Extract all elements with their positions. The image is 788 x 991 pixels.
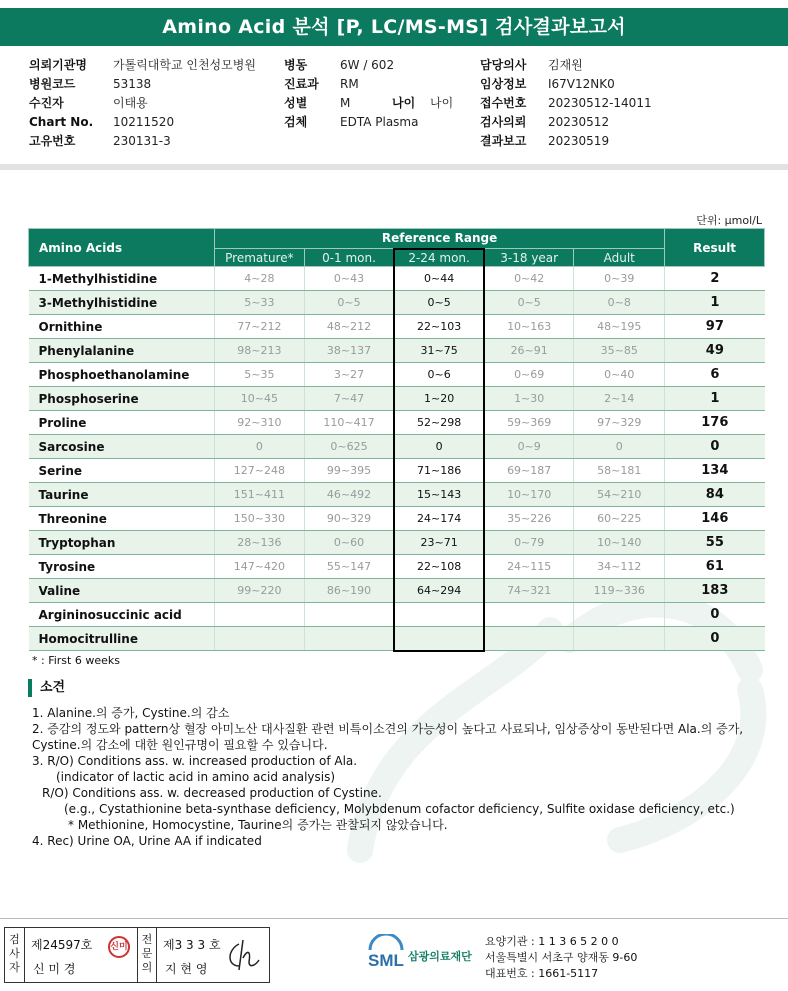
table-row <box>29 411 765 435</box>
finding-line: 3. R/O) Conditions ass. w. increased production of Ala. <box>32 754 358 768</box>
company-phone: 대표번호 : 1661-5117 <box>485 967 599 980</box>
result-value: 2 <box>665 267 765 291</box>
approver-name: 지 현 영 <box>165 962 208 976</box>
info-column-1 <box>29 56 279 151</box>
reference-range-cell: 0~5 <box>304 291 394 315</box>
table-row <box>29 579 765 603</box>
subheader-premature: Premature* <box>214 249 304 267</box>
amino-acid-name: Threonine <box>29 507 215 531</box>
reference-range-cell: 0~5 <box>484 291 574 315</box>
reference-range-cell: 24~115 <box>484 555 574 579</box>
checker-label: 검사자 <box>5 928 25 982</box>
reference-range-cell: 23~71 <box>394 531 484 555</box>
info-label: 의뢰기관명 <box>29 58 87 72</box>
info-row <box>29 75 279 94</box>
result-value: 6 <box>665 363 765 387</box>
reference-range-cell: 69~187 <box>484 459 574 483</box>
reference-range-cell: 5~35 <box>214 363 304 387</box>
reference-range-cell <box>304 603 394 627</box>
info-label: 고유번호 <box>29 134 76 148</box>
reference-range-cell: 90~329 <box>304 507 394 531</box>
info-row <box>480 75 780 94</box>
checker-license: 제24597호 <box>31 938 93 952</box>
reference-range-cell: 46~492 <box>304 483 394 507</box>
table-row <box>29 603 765 627</box>
reference-range-cell <box>574 603 665 627</box>
table-row <box>29 267 765 291</box>
signature-icon <box>225 936 265 974</box>
finding-line: Cystine.의 감소에 대한 원인규명이 필요할 수 있습니다. <box>32 738 328 752</box>
findings-title: 소견 <box>28 679 65 697</box>
reference-range-cell: 31~75 <box>394 339 484 363</box>
company-info <box>485 934 637 982</box>
amino-acid-name: Tryptophan <box>29 531 215 555</box>
table-row <box>29 435 765 459</box>
info-label: Chart No. <box>29 115 94 129</box>
info-label: 임상정보 <box>480 77 527 91</box>
subheader-2-24-mon: 2-24 mon. <box>394 249 484 267</box>
amino-acid-name: Argininosuccinic acid <box>29 603 215 627</box>
result-value: 0 <box>665 435 765 459</box>
reference-range-cell: 58~181 <box>574 459 665 483</box>
unit-label: 단위: μmol/L <box>696 214 762 227</box>
findings <box>32 705 772 849</box>
reference-range-cell: 92~310 <box>214 411 304 435</box>
reference-range-cell: 7~47 <box>304 387 394 411</box>
result-value: 61 <box>665 555 765 579</box>
reference-range-cell: 0~69 <box>484 363 574 387</box>
subheader-3-18-year: 3-18 year <box>484 249 574 267</box>
info-value: EDTA Plasma <box>340 115 419 129</box>
reference-range-cell: 0~9 <box>484 435 574 459</box>
header-reference-range: Reference Range <box>214 229 664 249</box>
table-row <box>29 531 765 555</box>
info-value: 김재원 <box>548 58 583 72</box>
header-separator <box>0 164 788 170</box>
amino-acid-name: Sarcosine <box>29 435 215 459</box>
reference-range-cell: 35~226 <box>484 507 574 531</box>
amino-acid-name: Tyrosine <box>29 555 215 579</box>
info-column-2 <box>284 56 474 132</box>
info-value: RM <box>340 77 359 91</box>
reference-range-cell: 0~42 <box>484 267 574 291</box>
table-row <box>29 387 765 411</box>
info-value: 20230512-14011 <box>548 96 652 110</box>
reference-range-cell: 0~43 <box>304 267 394 291</box>
result-value: 1 <box>665 291 765 315</box>
finding-line: R/O) Conditions ass. w. decreased production of Cystine. <box>42 786 382 800</box>
logo-text: SML <box>368 951 404 970</box>
info-row <box>480 94 780 113</box>
info-label: 결과보고 <box>480 134 527 148</box>
reference-range-cell: 60~225 <box>574 507 665 531</box>
reference-range-cell: 59~369 <box>484 411 574 435</box>
table-row <box>29 315 765 339</box>
finding-line: 1. Alanine.의 증가, Cystine.의 감소 <box>32 706 230 720</box>
reference-range-cell: 15~143 <box>394 483 484 507</box>
result-value: 176 <box>665 411 765 435</box>
header-result: Result <box>665 229 765 267</box>
age-label: 나이 <box>392 96 416 110</box>
info-value: 이태용 <box>113 96 148 110</box>
result-value: 55 <box>665 531 765 555</box>
finding-line: * Methionine, Homocystine, Taurine의 증가는 관찰되지 않았습니다. <box>68 818 448 832</box>
reference-range-cell: 150~330 <box>214 507 304 531</box>
info-label: 검사의뢰 <box>480 115 527 129</box>
finding-line: 4. Rec) Urine OA, Urine AA if indicated <box>32 834 262 848</box>
info-value: M <box>340 96 351 110</box>
reference-range-cell: 24~174 <box>394 507 484 531</box>
result-value: 0 <box>665 627 765 651</box>
finding-line: 2. 증감의 정도와 pattern상 혈장 아미노산 대사질환 관련 비특이소견의 가능성이 높다고 사료되나, 임상증상이 동반된다면 Ala.의 증가, <box>32 722 744 736</box>
header-amino-acids: Amino Acids <box>29 229 215 267</box>
reference-range-cell: 48~195 <box>574 315 665 339</box>
reference-range-cell: 26~91 <box>484 339 574 363</box>
info-label: 병동 <box>284 58 308 72</box>
table-header-row <box>29 229 765 249</box>
reference-range-cell: 0~79 <box>484 531 574 555</box>
footnote: * : First 6 weeks <box>32 654 120 667</box>
reference-range-cell: 97~329 <box>574 411 665 435</box>
reference-range-cell: 22~103 <box>394 315 484 339</box>
table-row <box>29 555 765 579</box>
reference-range-cell: 38~137 <box>304 339 394 363</box>
info-value: 20230512 <box>548 115 610 129</box>
reference-range-cell: 0 <box>214 435 304 459</box>
amino-acid-name: Phosphoserine <box>29 387 215 411</box>
result-value: 0 <box>665 603 765 627</box>
reference-range-cell: 1~20 <box>394 387 484 411</box>
table-row <box>29 363 765 387</box>
reference-range-cell: 0~6 <box>394 363 484 387</box>
result-value: 183 <box>665 579 765 603</box>
info-label: 진료과 <box>284 77 319 91</box>
footer-separator <box>0 918 788 919</box>
stamp-icon: 신미 <box>108 936 130 958</box>
result-value: 97 <box>665 315 765 339</box>
reference-range-cell: 5~33 <box>214 291 304 315</box>
info-label: 성별 <box>284 96 308 110</box>
company-address: 서울특별시 서초구 양재동 9-60 <box>485 951 638 964</box>
reference-range-cell: 10~163 <box>484 315 574 339</box>
reference-range-cell: 2~14 <box>574 387 665 411</box>
info-row <box>480 132 780 151</box>
info-value: 6W / 602 <box>340 58 395 72</box>
result-value: 84 <box>665 483 765 507</box>
info-label: 병원코드 <box>29 77 76 91</box>
table-row <box>29 291 765 315</box>
reference-range-cell: 22~108 <box>394 555 484 579</box>
reference-range-cell: 10~140 <box>574 531 665 555</box>
reference-range-cell: 0~5 <box>394 291 484 315</box>
result-value: 49 <box>665 339 765 363</box>
table-row <box>29 507 765 531</box>
reference-range-cell: 110~417 <box>304 411 394 435</box>
info-value: 10211520 <box>113 115 175 129</box>
info-label: 검체 <box>284 115 308 129</box>
info-label: 담당의사 <box>480 58 527 72</box>
approver-label: 전문의 <box>137 928 157 982</box>
amino-acid-name: Phenylalanine <box>29 339 215 363</box>
reference-range-cell <box>214 627 304 651</box>
checker-name: 신 미 경 <box>33 962 76 976</box>
subheader-0-1-mon: 0-1 mon. <box>304 249 394 267</box>
reference-range-cell: 147~420 <box>214 555 304 579</box>
reference-range-cell <box>394 603 484 627</box>
reference-range-cell: 34~112 <box>574 555 665 579</box>
reference-range-cell <box>304 627 394 651</box>
reference-range-cell: 98~213 <box>214 339 304 363</box>
table-row <box>29 627 765 651</box>
result-value: 1 <box>665 387 765 411</box>
amino-acid-name: Homocitrulline <box>29 627 215 651</box>
company-name: 삼광의료재단 <box>408 950 472 963</box>
reference-range-cell <box>484 627 574 651</box>
reference-range-cell <box>574 627 665 651</box>
info-value: 53138 <box>113 77 152 91</box>
info-row <box>284 56 474 75</box>
company-code: 요양기관 : 1 1 3 6 5 2 0 0 <box>485 935 619 948</box>
age-value: 나이 <box>430 96 454 110</box>
result-value: 146 <box>665 507 765 531</box>
finding-line: (e.g., Cystathionine beta-synthase deficiency, Molybdenum cofactor deficiency, Sulfite oxidase deficiency, etc.) <box>64 802 735 816</box>
info-row <box>284 75 474 94</box>
reference-range-cell: 64~294 <box>394 579 484 603</box>
reference-range-cell: 99~395 <box>304 459 394 483</box>
reference-range-cell: 35~85 <box>574 339 665 363</box>
result-value: 134 <box>665 459 765 483</box>
amino-acid-name: Proline <box>29 411 215 435</box>
reference-range-cell: 119~336 <box>574 579 665 603</box>
amino-acid-name: Phosphoethanolamine <box>29 363 215 387</box>
amino-acid-name: 3-Methylhistidine <box>29 291 215 315</box>
info-value: 230131-3 <box>113 134 171 148</box>
table-row <box>29 339 765 363</box>
finding-line: (indicator of lactic acid in amino acid analysis) <box>56 770 336 784</box>
reference-range-cell: 0~39 <box>574 267 665 291</box>
info-value: I67V12NK0 <box>548 77 615 91</box>
reference-range-cell: 0~44 <box>394 267 484 291</box>
info-row <box>480 56 780 75</box>
reference-range-cell: 127~248 <box>214 459 304 483</box>
info-column-3 <box>480 56 780 151</box>
reference-range-cell: 151~411 <box>214 483 304 507</box>
amino-acid-name: Valine <box>29 579 215 603</box>
info-row <box>29 94 279 113</box>
subheader-adult: Adult <box>574 249 665 267</box>
amino-acid-name: Ornithine <box>29 315 215 339</box>
reference-range-cell: 0~40 <box>574 363 665 387</box>
amino-acid-name: Serine <box>29 459 215 483</box>
reference-range-cell: 48~212 <box>304 315 394 339</box>
reference-range-cell: 3~27 <box>304 363 394 387</box>
reference-range-cell: 54~210 <box>574 483 665 507</box>
reference-range-cell <box>484 603 574 627</box>
approver-license: 제3 3 3 호 <box>163 938 221 952</box>
info-row <box>284 113 474 132</box>
reference-range-cell: 71~186 <box>394 459 484 483</box>
reference-range-cell: 0~8 <box>574 291 665 315</box>
info-value: 가톨릭대학교 인천성모병원 <box>113 58 256 72</box>
info-value: 20230519 <box>548 134 610 148</box>
signature-box <box>4 927 270 983</box>
reference-range-cell: 10~170 <box>484 483 574 507</box>
report-title: Amino Acid 분석 [P, LC/MS-MS] 검사결과보고서 <box>0 8 788 46</box>
reference-range-cell: 77~212 <box>214 315 304 339</box>
reference-range-cell: 55~147 <box>304 555 394 579</box>
reference-range-cell <box>214 603 304 627</box>
table-row <box>29 483 765 507</box>
table-row <box>29 459 765 483</box>
amino-acid-name: Taurine <box>29 483 215 507</box>
reference-range-cell: 0 <box>574 435 665 459</box>
reference-range-cell: 86~190 <box>304 579 394 603</box>
reference-range-cell: 28~136 <box>214 531 304 555</box>
info-row <box>29 132 279 151</box>
reference-range-cell <box>394 627 484 651</box>
reference-range-cell: 4~28 <box>214 267 304 291</box>
reference-range-cell: 0~625 <box>304 435 394 459</box>
info-row <box>480 113 780 132</box>
reference-range-cell: 0~60 <box>304 531 394 555</box>
info-row <box>29 113 279 132</box>
reference-range-cell: 52~298 <box>394 411 484 435</box>
info-label: 접수번호 <box>480 96 527 110</box>
info-label: 수진자 <box>29 96 64 110</box>
reference-range-cell: 1~30 <box>484 387 574 411</box>
info-row <box>29 56 279 75</box>
reference-range-cell: 0 <box>394 435 484 459</box>
reference-range-cell: 10~45 <box>214 387 304 411</box>
amino-acid-name: 1-Methylhistidine <box>29 267 215 291</box>
amino-acid-table <box>28 228 765 652</box>
reference-range-cell: 99~220 <box>214 579 304 603</box>
reference-range-cell: 74~321 <box>484 579 574 603</box>
info-row <box>284 94 474 113</box>
table-body <box>29 267 765 651</box>
